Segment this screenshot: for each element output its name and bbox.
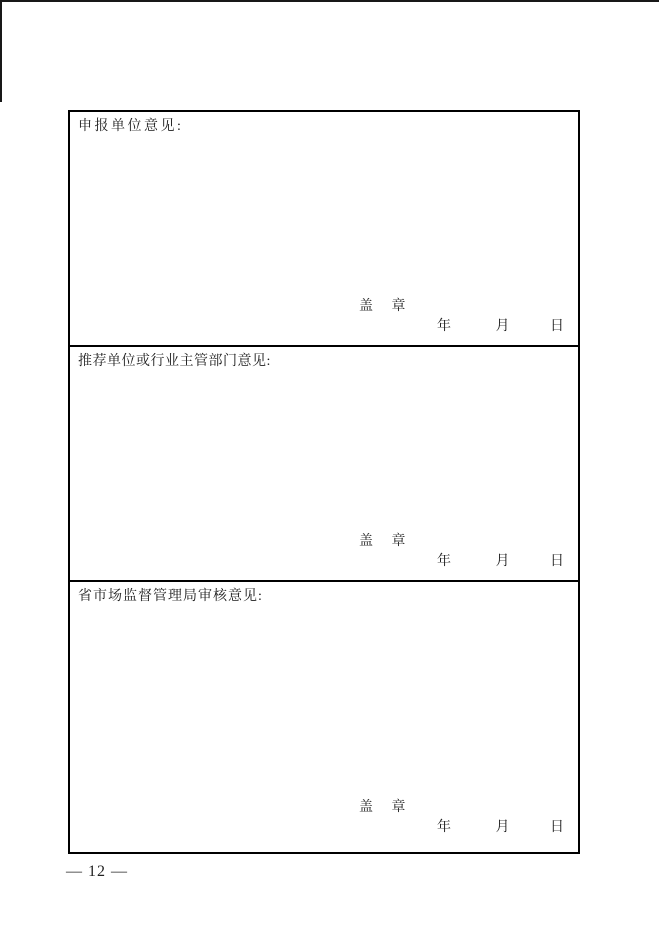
section-recommending-unit-opinion (70, 347, 578, 582)
date-month-label: 月 (495, 820, 510, 835)
date-line (437, 554, 578, 570)
seal-char: 章 (391, 534, 406, 549)
date-line (437, 820, 578, 836)
date-day-label: 日 (550, 319, 564, 334)
scan-edge-top-line (0, 0, 659, 2)
seal-char: 盖 (359, 534, 373, 549)
date-year-label: 年 (437, 319, 451, 334)
date-month-label: 月 (495, 319, 510, 334)
opinion-form-table (68, 110, 580, 854)
stamp-block (70, 299, 578, 335)
seal-char: 盖 (359, 299, 373, 314)
date-day-label: 日 (550, 820, 564, 835)
section-label: 申报单位意见: (78, 119, 184, 134)
date-year-label: 年 (437, 820, 451, 835)
page-number: — 12 — (66, 863, 128, 880)
section-applicant-unit-opinion (70, 112, 578, 347)
seal-char: 盖 (359, 800, 373, 815)
date-day-label: 日 (550, 554, 564, 569)
date-month-label: 月 (495, 554, 510, 569)
seal-line (359, 534, 578, 550)
scan-edge-left-line (0, 0, 2, 102)
seal-line (359, 800, 578, 816)
stamp-block (70, 800, 578, 836)
section-provincial-bureau-review-opinion (70, 582, 578, 852)
date-year-label: 年 (437, 554, 451, 569)
seal-line (359, 299, 578, 315)
stamp-block (70, 534, 578, 570)
section-label: 推荐单位或行业主管部门意见: (78, 354, 271, 369)
seal-char: 章 (391, 299, 406, 314)
section-label: 省市场监督管理局审核意见: (78, 589, 263, 604)
seal-char: 章 (391, 800, 406, 815)
date-line (437, 319, 578, 335)
